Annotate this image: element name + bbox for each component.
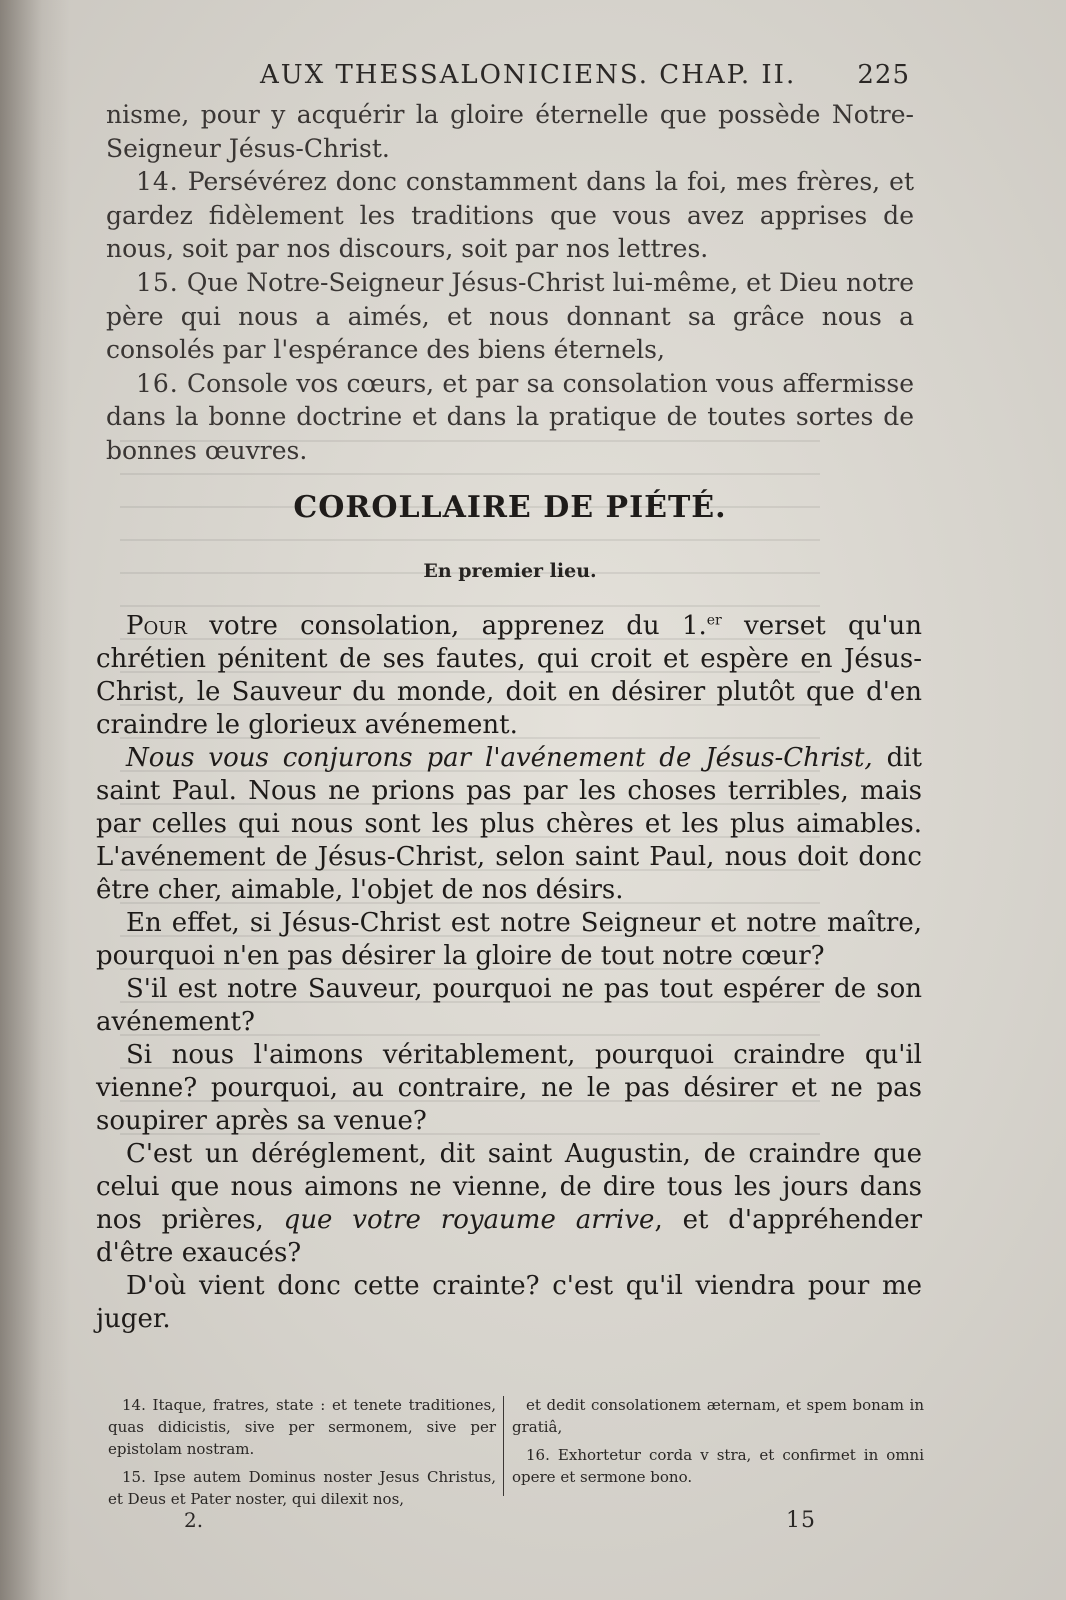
latin-footnotes bbox=[108, 1394, 928, 1508]
footnote-16: 16. Exhortetur corda v stra, et confirmet in omni opere et sermone bono. bbox=[512, 1446, 924, 1486]
footnote-column-left bbox=[108, 1394, 496, 1516]
paragraph-1 bbox=[96, 610, 922, 742]
scripture-quote: Nous vous conjurons par l'avénement de Jésus-Christ, bbox=[126, 743, 873, 773]
verse-text: Console vos cœurs, et par sa consolation vous affermisse dans la bonne doctrine et dans la pratique de toutes sortes de bonnes œuvres. bbox=[106, 368, 914, 465]
paragraph-text: C'est un déréglement, dit saint Augustin, de craindre que celui que nous aimons ne vienne, de dire tous les jours dans nos prières, bbox=[96, 1139, 922, 1235]
paragraph-text: votre consolation, apprenez du 1. bbox=[186, 611, 707, 641]
verse-number: 15. bbox=[136, 267, 179, 297]
footnote-column-divider bbox=[503, 1396, 504, 1496]
section-subtitle: En premier lieu. bbox=[423, 560, 597, 582]
commentary-body bbox=[96, 610, 922, 1336]
paragraph-lead-word: Pour bbox=[126, 611, 187, 641]
paragraph-text: , et d'appréhender d'être exaucés? bbox=[96, 1205, 923, 1268]
footnote-column-right bbox=[512, 1394, 924, 1494]
footnote-14: 14. Itaque, fratres, state : et tenete traditiones, quas didicistis, sive per sermonem, sive per epistolam nostram. bbox=[108, 1396, 496, 1458]
running-header bbox=[260, 60, 910, 96]
superscript: er bbox=[706, 612, 722, 629]
prayer-quote: que votre royaume arrive bbox=[283, 1205, 655, 1235]
verse-number: 16. bbox=[136, 368, 179, 398]
running-title: AUX THESSALONICIENS. CHAP. II. bbox=[260, 60, 797, 90]
footnote-15-continued: et dedit consolationem æternam, et spem bonam in gratiâ, bbox=[512, 1396, 924, 1436]
verse-text: Que Notre-Seigneur Jésus-Christ lui-même, et Dieu notre père qui nous a aimés, et nous donnant sa grâce nous a consolés par l'espérance des biens éternels, bbox=[106, 267, 914, 365]
verse-number: 14. bbox=[136, 167, 179, 197]
verse-15 bbox=[106, 266, 914, 367]
paragraph-5: Si nous l'aimons véritablement, pourquoi craindre qu'il vienne? pourquoi, au contraire, ne le pas désirer et ne pas soupirer après sa venue? bbox=[96, 1040, 922, 1136]
signature-mark: 2. bbox=[184, 1508, 204, 1532]
paragraph-2 bbox=[96, 742, 922, 907]
verse-continuation: nisme, pour y acquérir la gloire éternelle que possède Notre-Seigneur Jésus-Christ. bbox=[106, 100, 914, 163]
verse-block bbox=[106, 98, 914, 468]
paragraph-7: D'où vient donc cette crainte? c'est qu'il viendra pour me juger. bbox=[96, 1271, 922, 1334]
verse-16 bbox=[106, 367, 914, 468]
page-number: 225 bbox=[857, 60, 910, 90]
verse-14 bbox=[106, 165, 914, 266]
paragraph-6 bbox=[96, 1138, 922, 1270]
footnote-15: 15. Ipse autem Dominus noster Jesus Christus, et Deus et Pater noster, qui dilexit nos, bbox=[108, 1468, 496, 1508]
gutter-shadow bbox=[0, 0, 70, 1600]
verse-text: Persévérez donc constamment dans la foi, mes frères, et gardez fidèlement les traditions que vous avez apprises de nous, soit par nos discours, soit par nos lettres. bbox=[106, 167, 914, 264]
paragraph-text: dit saint Paul. Nous ne prions pas par les choses terribles, mais par celles qui nous sont les plus chères et les plus aimables. L'avénement de Jésus-Christ, selon saint Paul, nous doit donc être cher, aimable, l'objet de nos désirs. bbox=[96, 743, 923, 905]
paragraph-4: S'il est notre Sauveur, pourquoi ne pas tout espérer de son avénement? bbox=[96, 974, 922, 1037]
section-title: COROLLAIRE DE PIÉTÉ. bbox=[293, 490, 727, 525]
gathering-mark: 15 bbox=[786, 1508, 816, 1533]
paragraph-text: verset qu'un chrétien pénitent de ses fautes, qui croit et espère en Jésus-Christ, le Sauveur du monde, doit en désirer plutôt que d'en craindre le glorieux avénement. bbox=[96, 611, 922, 740]
paragraph-3: En effet, si Jésus-Christ est notre Seigneur et notre maître, pourquoi n'en pas désirer la gloire de tout notre cœur? bbox=[96, 908, 922, 971]
